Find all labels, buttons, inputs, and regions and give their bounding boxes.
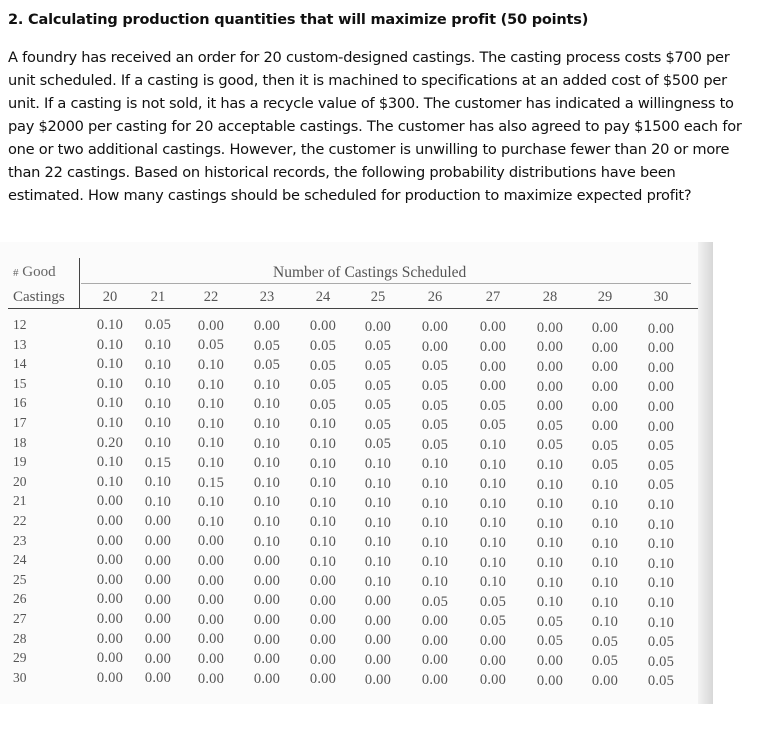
row-label: 24: [13, 552, 27, 568]
row-label: 19: [13, 454, 27, 470]
table-cell: 0.00: [536, 339, 564, 356]
table-cell: 0.00: [96, 493, 124, 510]
column-header: 27: [485, 289, 501, 305]
table-cell: 0.10: [591, 516, 619, 533]
table-cell: 0.00: [364, 612, 392, 629]
scan-edge-shadow: [698, 242, 713, 704]
table-cell: 0.05: [591, 457, 619, 474]
scheduled-header: Number of Castings Scheduled: [273, 264, 467, 281]
table-cell: 0.15: [144, 454, 172, 471]
table-cell: 0.05: [647, 457, 675, 474]
question: [8, 12, 753, 207]
table-cell: 0.10: [96, 317, 124, 333]
table-cell: 0.10: [364, 553, 392, 570]
table-cell: 0.00: [96, 571, 124, 588]
table-cell: 0.10: [591, 476, 619, 493]
table-cell: 0.05: [309, 377, 337, 394]
table-cell: 0.10: [253, 416, 281, 433]
table-cell: 0.10: [144, 493, 172, 510]
table-cell: 0.00: [96, 532, 124, 549]
table-cell: 0.00: [144, 591, 172, 608]
table-cell: 0.00: [479, 672, 507, 689]
table-cell: 0.10: [253, 435, 281, 452]
good-header: [13, 264, 56, 281]
table-cell: 0.10: [536, 515, 564, 532]
table-cell: 0.20: [96, 434, 124, 451]
question-title: 2. Calculating production quantities that will maximize profit (50 points): [8, 12, 589, 28]
column-header: 20: [102, 289, 118, 305]
table-cell: 0.15: [197, 474, 225, 491]
table-cell: 0.00: [591, 320, 619, 337]
table-cell: 0.05: [144, 317, 172, 334]
row-label: 16: [13, 395, 27, 411]
table-cell: 0.00: [144, 650, 172, 667]
table-cell: 0.10: [479, 495, 507, 512]
table-cell: 0.05: [647, 653, 675, 670]
table-cell: 0.00: [479, 358, 507, 375]
table-cell: 0.00: [96, 611, 124, 627]
table-cell: 0.10: [364, 514, 392, 531]
column-header: 24: [315, 289, 331, 305]
table-cell: 0.10: [96, 356, 124, 373]
table-cell: 0.05: [364, 357, 392, 374]
table-cell: 0.00: [253, 612, 281, 629]
table-cell: 0.10: [536, 594, 564, 611]
table-cell: 0.05: [421, 397, 449, 414]
table-cell: 0.05: [309, 357, 337, 374]
table-cell: 0.05: [479, 397, 507, 414]
table-cell: 0.00: [421, 671, 449, 688]
table-cell: 0.05: [647, 477, 675, 494]
table-cell: 0.10: [591, 594, 619, 611]
table-cell: 0.05: [309, 396, 337, 413]
table-cell: 0.00: [197, 631, 225, 648]
table-cell: 0.00: [253, 553, 281, 570]
table-cell: 0.00: [536, 378, 564, 395]
table-cell: 0.10: [647, 496, 675, 513]
table-cell: 0.00: [536, 672, 564, 689]
table-cell: 0.10: [253, 455, 281, 472]
row-label: 15: [13, 375, 27, 391]
row-label: 30: [13, 669, 27, 685]
table-cell: 0.00: [253, 592, 281, 609]
table-cell: 0.05: [364, 416, 392, 433]
table-cell: 0.05: [364, 377, 392, 394]
table-cell: 0.00: [421, 338, 449, 355]
table-cell: 0.00: [309, 318, 337, 335]
table-cell: 0.05: [253, 357, 281, 374]
table-cell: 0.05: [536, 613, 564, 630]
table-cell: 0.00: [144, 532, 172, 549]
table-cell: 0.05: [591, 653, 619, 670]
table-cell: 0.00: [253, 651, 281, 668]
table-cell: 0.10: [479, 437, 507, 454]
table-cell: 0.10: [197, 356, 225, 373]
table-cell: 0.10: [479, 554, 507, 571]
table-cell: 0.05: [421, 436, 449, 453]
table-cell: 0.10: [253, 474, 281, 491]
table-cell: 0.00: [197, 611, 225, 628]
table-cell: 0.10: [647, 536, 675, 553]
table-cell: 0.10: [309, 494, 337, 511]
table-cell: 0.00: [364, 671, 392, 688]
table-cell: 0.00: [536, 398, 564, 415]
question-line: than 22 castings. Based on historical records, the following probability distributions have been: [8, 164, 676, 181]
table-cell: 0.10: [364, 573, 392, 590]
table-cell: 0.00: [591, 339, 619, 356]
column-header: 28: [542, 289, 558, 305]
table-cell: 0.10: [536, 476, 564, 493]
table-cell: 0.00: [144, 552, 172, 569]
table-cell: 0.10: [197, 454, 225, 471]
table-cell: 0.10: [96, 454, 124, 471]
question-line: pay $2000 per casting for 20 acceptable castings. The customer has also agreed to pay $1500 each for: [8, 118, 742, 135]
row-label: 20: [13, 473, 27, 489]
table-cell: 0.10: [144, 356, 172, 373]
table-cell: 0.10: [253, 376, 281, 393]
table-cell: 0.10: [479, 515, 507, 532]
question-line: estimated. How many castings should be scheduled for production to maximize expected profit?: [8, 187, 692, 204]
table-cell: 0.10: [479, 535, 507, 552]
table-cell: 0.10: [536, 535, 564, 552]
table-cell: 0.10: [536, 555, 564, 571]
question-line: unit. If a casting is not sold, it has a recycle value of $300. The customer has indicated a willingness to: [8, 95, 734, 112]
column-header: 29: [597, 289, 613, 305]
table-cell: 0.10: [591, 535, 619, 552]
table-cell: 0.00: [144, 611, 172, 628]
table-cell: 0.00: [479, 319, 507, 336]
table-cell: 0.10: [421, 534, 449, 551]
table-cell: 0.00: [591, 398, 619, 415]
row-label: 12: [13, 317, 27, 332]
table-cell: 0.10: [421, 475, 449, 492]
table-cell: 0.00: [144, 513, 172, 530]
column-header: 21: [150, 289, 166, 305]
table-cell: 0.00: [197, 552, 225, 569]
table-cell: 0.10: [479, 476, 507, 493]
table-cell: 0.05: [309, 338, 337, 354]
table-cell: 0.05: [647, 673, 675, 690]
table-cell: 0.00: [96, 552, 124, 569]
table-cell: 0.05: [479, 593, 507, 610]
row-label: 13: [13, 336, 27, 352]
table-cell: 0.00: [309, 671, 337, 688]
table-cell: 0.10: [309, 475, 337, 492]
table-cell: 0.10: [309, 514, 337, 531]
table-cell: 0.00: [253, 670, 281, 687]
table-cell: 0.10: [253, 533, 281, 550]
table-cell: 0.00: [647, 340, 675, 357]
table-cell: 0.00: [253, 631, 281, 648]
column-header: 22: [203, 289, 219, 305]
table-cell: 0.00: [647, 320, 675, 337]
table-cell: 0.10: [421, 573, 449, 590]
table-cell: 0.00: [309, 573, 337, 590]
castings-header: Castings: [13, 289, 65, 305]
table-cell: 0.10: [197, 513, 225, 530]
table-cell: 0.05: [364, 436, 392, 453]
table-cell: 0.05: [479, 613, 507, 630]
table-cell: 0.05: [591, 437, 619, 454]
table-cell: 0.00: [479, 339, 507, 356]
table-cell: 0.10: [309, 416, 337, 433]
table-cell: 0.10: [144, 415, 172, 432]
table-cell: 0.00: [309, 651, 337, 668]
table-cell: 0.05: [421, 358, 449, 375]
table-cell: 0.00: [364, 318, 392, 335]
table-cell: 0.00: [421, 613, 449, 630]
table-cell: 0.00: [197, 592, 225, 609]
table-cell: 0.10: [253, 396, 281, 413]
table-cell: 0.00: [309, 612, 337, 629]
table-cell: 0.10: [144, 434, 172, 451]
table-cell: 0.10: [591, 574, 619, 591]
table-cell: 0.00: [479, 378, 507, 395]
table-cell: 0.00: [96, 630, 124, 647]
table-cell: 0.00: [364, 593, 392, 610]
table-cell: 0.00: [96, 513, 124, 529]
table-cell: 0.05: [253, 337, 281, 354]
header-divider-horizontal: [8, 308, 698, 309]
row-label: 25: [13, 571, 27, 587]
table-cell: 0.10: [364, 495, 392, 512]
table-cell: 0.00: [479, 652, 507, 669]
table-cell: 0.10: [144, 474, 172, 491]
table-cell: 0.05: [364, 338, 392, 355]
table-cell: 0.10: [536, 496, 564, 513]
row-label: 26: [13, 591, 27, 607]
table-cell: 0.00: [364, 651, 392, 668]
table-cell: 0.10: [591, 496, 619, 513]
column-header: 25: [370, 289, 386, 305]
table-cell: 0.00: [197, 572, 225, 589]
table-cell: 0.10: [253, 514, 281, 531]
row-label: 27: [13, 611, 27, 626]
table-cell: 0.00: [364, 632, 392, 649]
table-cell: 0.00: [197, 317, 225, 334]
table-cell: 0.10: [197, 415, 225, 432]
table-cell: 0.10: [144, 336, 172, 353]
table-cell: 0.05: [421, 593, 449, 610]
table-cell: 0.10: [197, 435, 225, 452]
table-cell: 0.00: [591, 418, 619, 435]
row-label: 28: [13, 630, 27, 646]
table-cell: 0.10: [96, 415, 124, 431]
row-label: 22: [13, 513, 27, 528]
table-cell: 0.00: [647, 359, 675, 376]
table-cell: 0.10: [197, 494, 225, 511]
table-cell: 0.10: [479, 456, 507, 473]
table-cell: 0.00: [536, 359, 564, 375]
table-cell: 0.10: [364, 475, 392, 492]
table-cell: 0.10: [96, 336, 124, 353]
table-cell: 0.10: [96, 375, 124, 392]
row-label: 23: [13, 532, 27, 548]
table-cell: 0.00: [197, 670, 225, 687]
table-cell: 0.10: [364, 534, 392, 551]
table-cell: 0.00: [309, 592, 337, 609]
column-header: 23: [259, 289, 275, 305]
table-cell: 0.10: [536, 457, 564, 473]
table-cell: 0.10: [591, 555, 619, 572]
table-cell: 0.05: [197, 337, 225, 354]
header-divider-vertical: [79, 258, 80, 308]
table-cell: 0.10: [309, 534, 337, 550]
table-cell: 0.10: [421, 515, 449, 532]
table-cell: 0.00: [421, 652, 449, 669]
table-cell: 0.05: [536, 633, 564, 650]
table-cell: 0.10: [647, 555, 675, 572]
table-cell: 0.05: [536, 437, 564, 454]
table-cell: 0.00: [591, 672, 619, 689]
table-cell: 0.10: [421, 456, 449, 473]
table-cell: 0.00: [197, 650, 225, 667]
table-cell: 0.05: [536, 417, 564, 434]
table-cell: 0.10: [364, 455, 392, 472]
table-cell: 0.00: [197, 533, 225, 550]
table-cell: 0.00: [253, 572, 281, 589]
table-cell: 0.05: [364, 397, 392, 414]
row-label: 18: [13, 434, 27, 450]
question-line: one or two additional castings. However, the customer is unwilling to purchase fewer than 20 or more: [8, 141, 730, 158]
question-line: A foundry has received an order for 20 custom-designed castings. The casting process costs $700 per: [8, 49, 730, 66]
table-cell: 0.00: [96, 591, 124, 608]
table-cell: 0.10: [421, 554, 449, 571]
table-cell: 0.00: [253, 318, 281, 335]
question-body: [8, 46, 753, 207]
table-cell: 0.05: [647, 634, 675, 651]
table-cell: 0.10: [144, 376, 172, 393]
good-marker: #: [13, 267, 19, 279]
table-cell: 0.05: [421, 377, 449, 394]
table-cell: 0.10: [647, 575, 675, 592]
table-cell: 0.10: [197, 396, 225, 413]
row-label: 14: [13, 356, 27, 372]
table-cell: 0.10: [96, 395, 124, 412]
table-cell: 0.10: [309, 455, 337, 472]
table-cell: 0.05: [421, 417, 449, 434]
table-cell: 0.00: [536, 319, 564, 336]
table-cell: 0.10: [144, 395, 172, 412]
table-cell: 0.00: [647, 398, 675, 415]
table-cell: 0.00: [591, 378, 619, 395]
good-label: Good: [22, 264, 56, 280]
table-cell: 0.00: [536, 653, 564, 669]
table-cell: 0.10: [421, 495, 449, 512]
table-cell: 0.10: [647, 614, 675, 631]
table-cell: 0.00: [479, 633, 507, 650]
table-cell: 0.10: [479, 574, 507, 591]
table-cell: 0.05: [647, 438, 675, 455]
header-divider-top: [81, 283, 691, 284]
table-cell: 0.10: [96, 473, 124, 490]
table-cell: 0.10: [309, 553, 337, 570]
table-cell: 0.10: [536, 574, 564, 591]
question-line: unit scheduled. If a casting is good, then it is machined to specifications at an added cost of $500 per: [8, 72, 727, 89]
table-cell: 0.00: [144, 630, 172, 647]
table-cell: 0.10: [309, 436, 337, 452]
table-cell: 0.00: [647, 418, 675, 435]
row-label: 29: [13, 650, 27, 666]
table-cell: 0.10: [647, 516, 675, 533]
table-cell: 0.00: [96, 650, 124, 667]
table-cell: 0.00: [591, 359, 619, 376]
row-label: 17: [13, 415, 27, 430]
table-cell: 0.00: [309, 632, 337, 648]
table-cell: 0.00: [96, 669, 124, 686]
table-cell: 0.00: [421, 632, 449, 649]
column-header: 30: [653, 289, 669, 305]
row-label: 21: [13, 493, 27, 509]
table-cell: 0.00: [647, 379, 675, 396]
table-cell: 0.05: [591, 633, 619, 650]
table-cell: 0.00: [421, 319, 449, 336]
table-cell: 0.10: [647, 594, 675, 611]
probability-table-scan: [0, 242, 713, 704]
table-cell: 0.00: [144, 572, 172, 589]
table-cell: 0.10: [591, 614, 619, 631]
table-cell: 0.00: [144, 670, 172, 687]
column-header: 26: [427, 289, 443, 305]
table-cell: 0.05: [479, 417, 507, 434]
table-cell: 0.10: [253, 494, 281, 511]
table-cell: 0.10: [197, 376, 225, 393]
